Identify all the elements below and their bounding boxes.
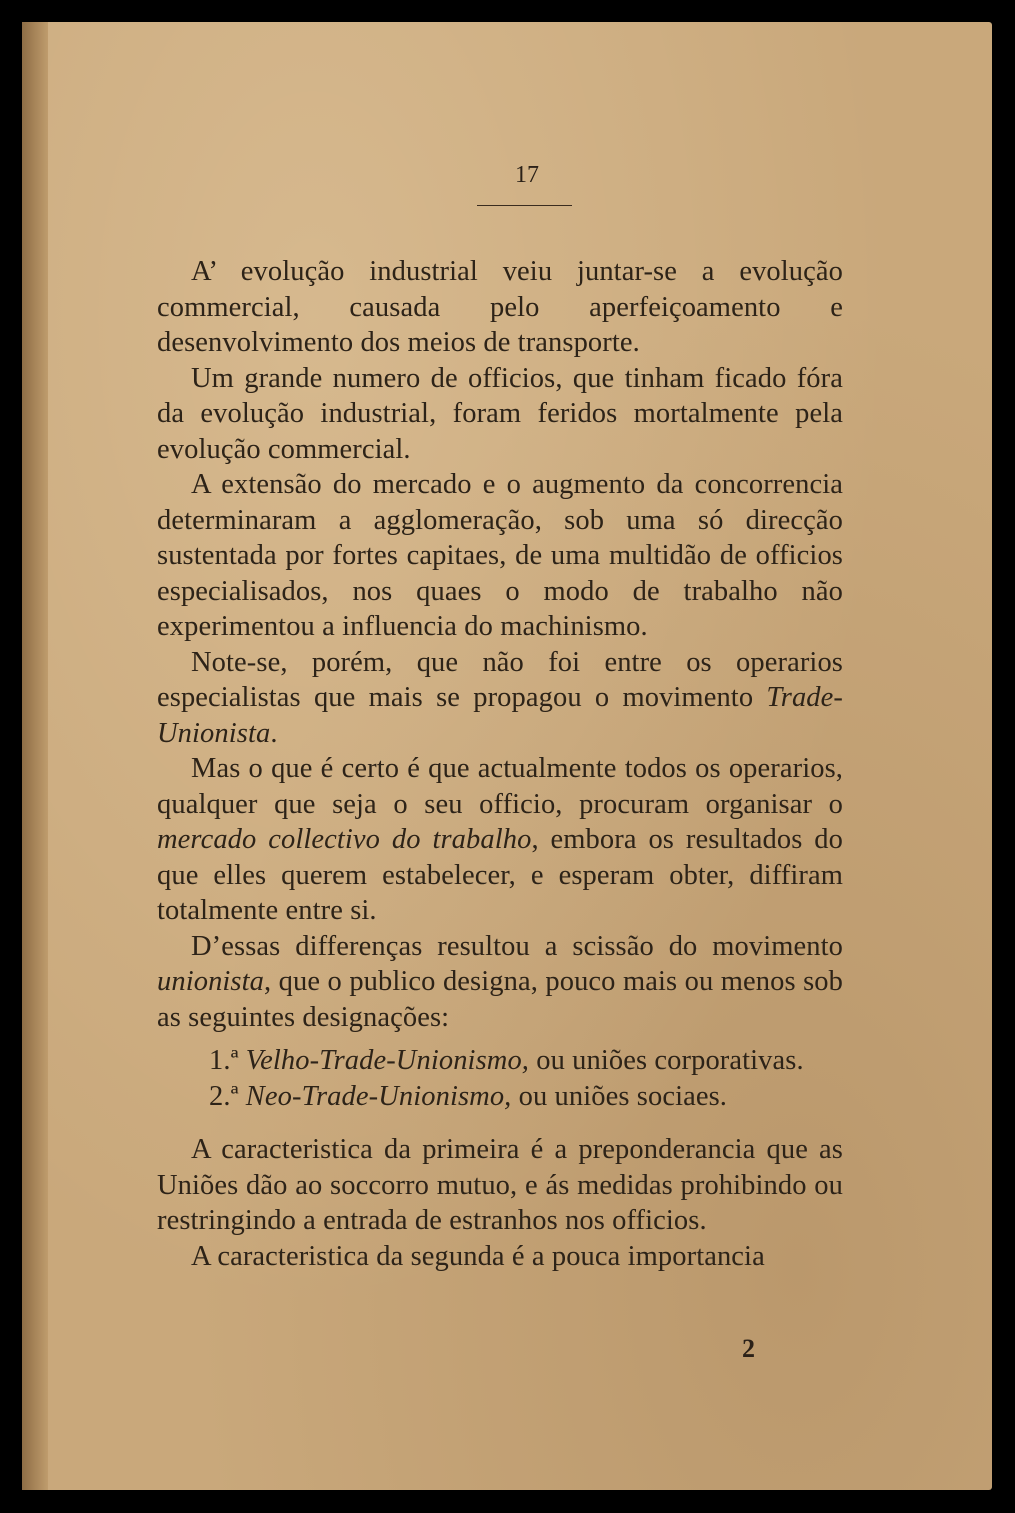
list-item: 1.ª Velho-Trade-Unionismo, ou uniões corporativas.	[209, 1045, 804, 1076]
signature-mark: 2	[742, 1334, 755, 1363]
spacer	[157, 1035, 843, 1043]
paragraph-7: A caracteristica da primeira é a preponderancia que as Uniões dão ao soccorro mutuo, e ás medidas prohibindo ou restringindo a entrada de estranhos nos officios.	[157, 1134, 843, 1236]
spacer	[157, 1114, 843, 1132]
italic-term: mercado collectivo do trabalho	[157, 824, 532, 855]
page-number: 17	[515, 162, 539, 188]
header-rule	[477, 205, 572, 206]
list-item: 2.ª Neo-Trade-Unionismo, ou uniões sociaes.	[209, 1080, 728, 1112]
italic-term: Trade-Unionista	[157, 682, 843, 749]
body-text	[157, 254, 843, 1274]
page-edge	[22, 22, 48, 1490]
paragraph-6: D’essas differenças resultou a scissão do movimento unionista, que o publico designa, pouco mais ou menos sob as seguintes designações:	[157, 930, 843, 1033]
paragraph-2: Um grande numero de officios, que tinham ficado fóra da evolução industrial, foram feridos mortalmente pela evolução commercial.	[157, 362, 843, 465]
paragraph-4: Note-se, porém, que não foi entre os operarios especialistas que mais se propagou o movimento Trade-Unionista.	[157, 646, 843, 749]
paragraph-1: A’ evolução industrial veiu juntar-se a evolução commercial, causada pelo aperfeiçoamento e desenvolvimento dos meios de transporte.	[157, 256, 843, 358]
italic-term: unionista	[157, 966, 264, 997]
book-page	[22, 22, 992, 1490]
paragraph-5: Mas o que é certo é que actualmente todos os operarios, qualquer que seja o seu officio, procuram organisar o mercado collectivo do trabalho, embora os resultados do que elles querem estabelecer, e esperam obter, diffiram totalmente entre si.	[157, 753, 844, 926]
paragraph-8: A caracteristica da segunda é a pouca importancia	[191, 1240, 765, 1272]
paragraph-3: A extensão do mercado e o augmento da concorrencia determinaram a agglomeração, sob uma só direcção sustentada por fortes capitaes, de uma multidão de officios especialisados, nos quaes o modo de trabalho não experimentou a influencia do machinismo.	[157, 469, 843, 642]
